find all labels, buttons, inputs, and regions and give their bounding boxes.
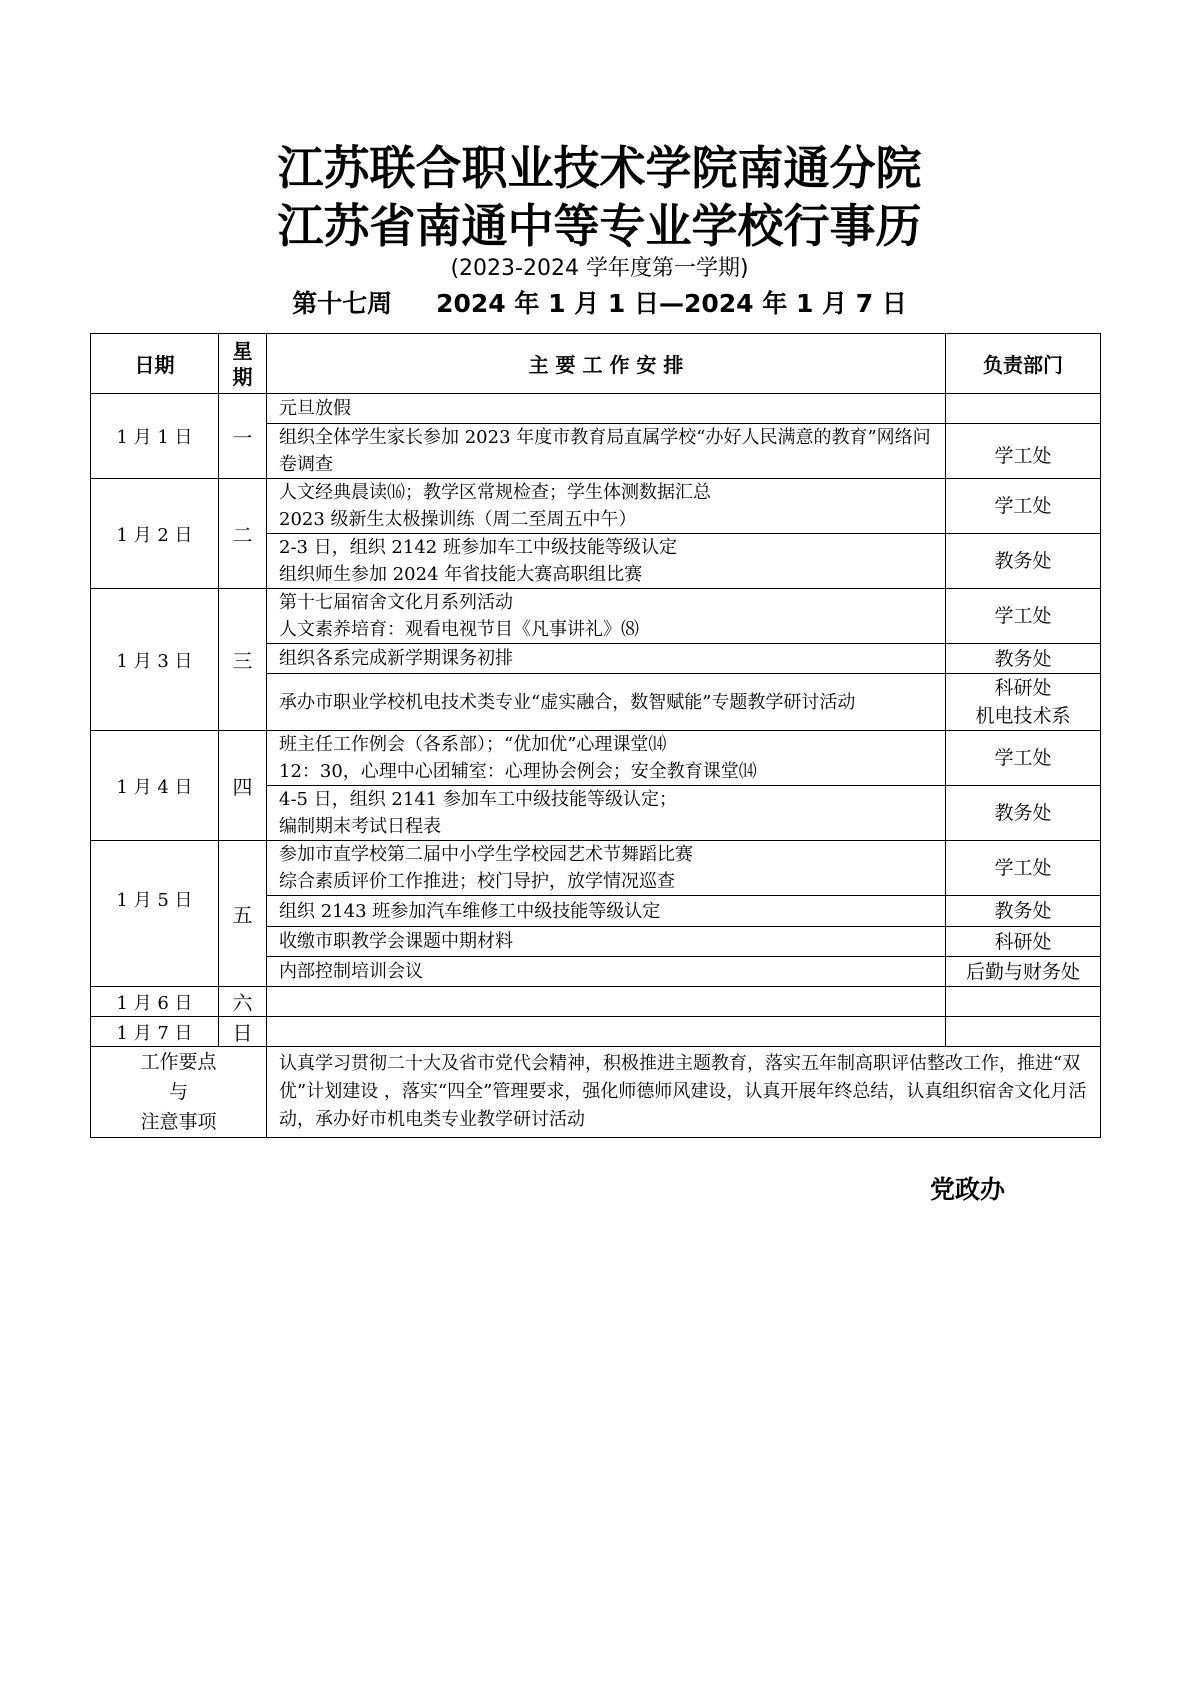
schedule-body (91, 394, 1101, 1138)
dept-name: 教务处 (994, 802, 1052, 824)
work-cell (267, 957, 946, 987)
dept-name: 教务处 (994, 647, 1052, 670)
dept-cell (946, 987, 1101, 1017)
work-line: 组织全体学生家长参加 2023 年度市教育局直属学校“办好人民满意的教育”网络问卷调查 (279, 427, 931, 475)
date-cell: 1 月 3 日 (91, 589, 219, 731)
dept-name: 学工处 (994, 605, 1052, 627)
work-line: 综合素质评价工作推进；校门导护，放学情况巡查 (279, 871, 675, 892)
date-cell: 1 月 4 日 (91, 731, 219, 841)
date-cell: 1 月 7 日 (91, 1017, 219, 1047)
dept-cell (946, 927, 1101, 957)
date-cell: 1 月 2 日 (91, 479, 219, 589)
header-work: 主 要 工 作 安 排 (267, 334, 946, 394)
work-cell (267, 424, 946, 479)
work-cell (267, 786, 946, 841)
week-label: 第十七周 (292, 289, 393, 318)
dept-cell (946, 957, 1101, 987)
work-line: 内部控制培训会议 (279, 961, 423, 982)
work-cell (267, 927, 946, 957)
date-cell: 1 月 1 日 (91, 394, 219, 479)
work-line: 承办市职业学校机电技术类专业“虚实融合，数智赋能”专题教学研讨活动 (279, 691, 856, 713)
dept-name: 学工处 (994, 495, 1052, 517)
week-range: 2024 年 1 月 1 日—2024 年 1 月 7 日 (436, 289, 907, 318)
table-row (91, 987, 1101, 1017)
title-line-1: 江苏联合职业技术学院南通分院 (277, 141, 922, 195)
dept-name: 后勤与财务处 (965, 960, 1080, 983)
dept-name: 科研处 (994, 677, 1052, 699)
work-cell (267, 1017, 946, 1047)
header-weekday-2: 期 (232, 364, 253, 389)
table-row (91, 589, 1101, 644)
weekday-cell: 日 (219, 1017, 267, 1047)
dept-name: 机电技术系 (975, 705, 1071, 727)
date-cell: 1 月 6 日 (91, 987, 219, 1017)
notes-label (91, 1047, 267, 1138)
dept-name: 学工处 (994, 857, 1052, 879)
signature: 党政办 (930, 1175, 1006, 1204)
dept-cell (946, 424, 1101, 479)
work-cell (267, 394, 946, 424)
table-row (91, 394, 1101, 424)
dept-cell (946, 896, 1101, 927)
notes-label-line: 注意事项 (140, 1111, 217, 1133)
dept-name: 科研处 (994, 930, 1052, 953)
notes-label-line: 工作要点 (140, 1051, 217, 1073)
dept-name: 学工处 (994, 445, 1052, 467)
weekday-cell: 四 (219, 731, 267, 841)
dept-cell (946, 1017, 1101, 1047)
week-heading (0, 287, 1199, 321)
work-cell (267, 731, 946, 786)
semester-subtitle: (2023-2024 学年度第一学期) (450, 256, 749, 281)
notes-text: 认真学习贯彻二十大及省市党代会精神，积极推进主题教育，落实五年制高职评估整改工作，推进“双优”计划建设 ，落实“四全”管理要求，强化师德师风建设，认真开展年终总结，认真组织宿舍文化月活动，承办好市机电类专业教学研讨活动 (267, 1047, 1101, 1138)
dept-cell (946, 786, 1101, 841)
work-line: 人文经典晨读⒃；教学区常规检查；学生体测数据汇总 (279, 482, 711, 503)
title-line-2: 江苏省南通中等专业学校行事历 (277, 199, 922, 253)
header-weekday-1: 星 (232, 338, 253, 363)
dept-cell (946, 841, 1101, 896)
work-line: 12：30，心理中心团辅室：心理协会例会；安全教育课堂⒁ (279, 761, 757, 782)
header-dept: 负责部门 (946, 334, 1101, 394)
work-cell (267, 896, 946, 927)
table-row (91, 479, 1101, 534)
work-line: 组织 2143 班参加汽车维修工中级技能等级认定 (279, 900, 661, 922)
work-cell (267, 841, 946, 896)
date-cell: 1 月 5 日 (91, 841, 219, 987)
work-line: 组织各系完成新学期课务初排 (279, 648, 513, 669)
work-line: 2023 级新生太极操训练（周二至周五中午） (279, 509, 637, 530)
work-cell (267, 534, 946, 589)
work-line: 2-3 日，组织 2142 班参加车工中级技能等级认定 (279, 537, 677, 558)
work-line: 元旦放假 (279, 398, 351, 419)
dept-name: 教务处 (994, 900, 1052, 922)
work-line: 第十七届宿舍文化月系列活动 (279, 592, 513, 613)
notes-label-line: 与 (168, 1081, 188, 1103)
dept-cell (946, 644, 1101, 674)
work-line: 参加市直学校第二届中小学生学校园艺术节舞蹈比赛 (279, 844, 693, 865)
header-weekday (219, 334, 267, 394)
dept-name: 学工处 (994, 747, 1052, 769)
dept-cell (946, 534, 1101, 589)
work-line: 人文素养培育：观看电视节目《凡事讲礼》⑻ (279, 619, 639, 640)
table-row (91, 1017, 1101, 1047)
work-cell (267, 674, 946, 731)
work-cell (267, 479, 946, 534)
dept-cell (946, 394, 1101, 424)
work-line: 编制期末考试日程表 (279, 816, 441, 837)
work-line: 组织师生参加 2024 年省技能大赛高职组比赛 (279, 564, 643, 585)
work-cell (267, 644, 946, 674)
table-row (91, 841, 1101, 896)
notes-row (91, 1047, 1101, 1138)
dept-cell (946, 589, 1101, 644)
dept-name: 教务处 (994, 550, 1052, 572)
weekday-cell: 三 (219, 589, 267, 731)
work-line: 收缴市职教学会课题中期材料 (279, 931, 513, 952)
weekday-cell: 五 (219, 841, 267, 987)
table-row (91, 731, 1101, 786)
dept-cell (946, 731, 1101, 786)
weekday-cell: 二 (219, 479, 267, 589)
work-cell (267, 987, 946, 1017)
work-cell (267, 589, 946, 644)
schedule-table (90, 333, 1101, 1138)
weekday-cell: 六 (219, 987, 267, 1017)
work-line: 4-5 日，组织 2141 参加车工中级技能等级认定； (279, 789, 677, 810)
weekday-cell: 一 (219, 394, 267, 479)
header-date: 日期 (91, 334, 219, 394)
work-line: 班主任工作例会（各系部）；“优加优”心理课堂⒁ (279, 734, 667, 755)
dept-cell (946, 479, 1101, 534)
dept-cell (946, 674, 1101, 731)
